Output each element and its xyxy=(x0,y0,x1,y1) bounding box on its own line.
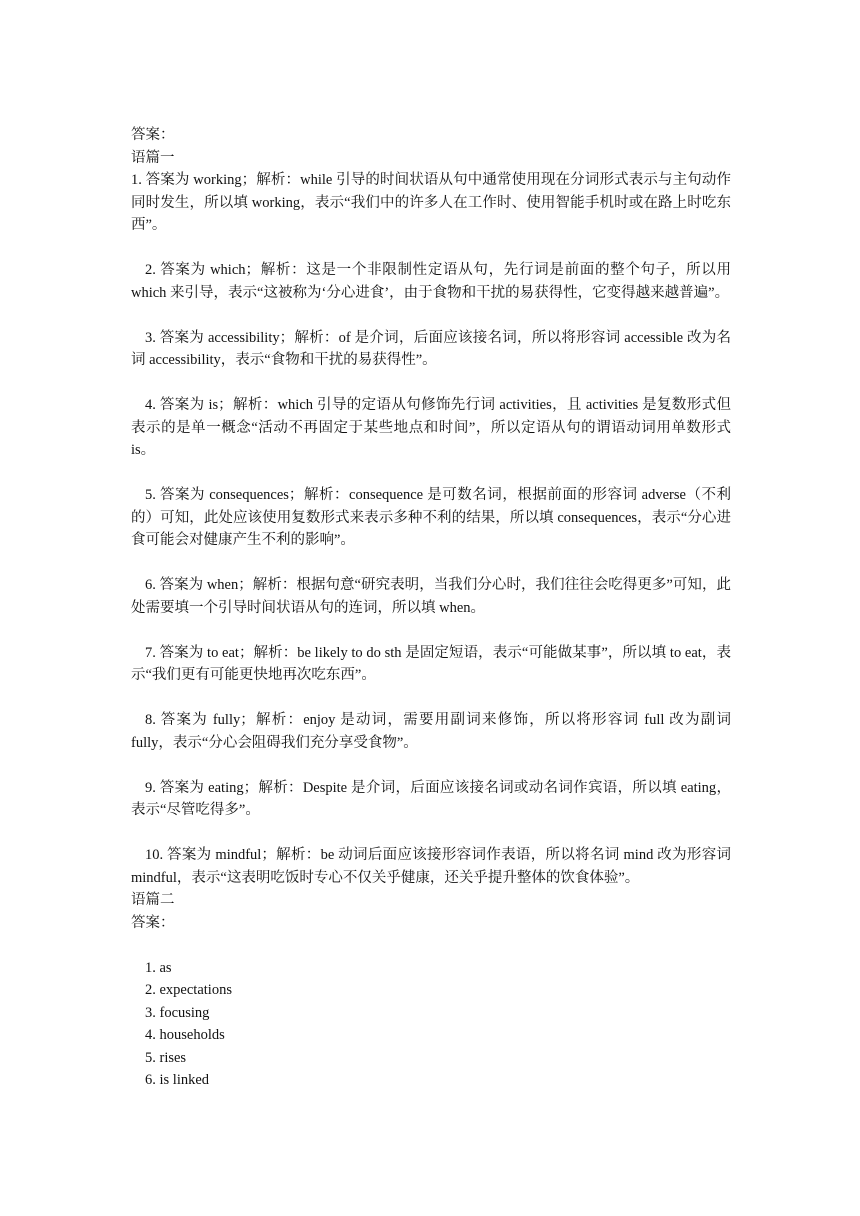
passage-two-answer-6: 6. is linked xyxy=(145,1072,210,1088)
passage-two-answer-1: 1. as xyxy=(145,959,172,976)
passage-two-answer-heading: 答案： xyxy=(131,914,175,931)
passage-two-answer-4: 4. households xyxy=(145,1027,225,1043)
passage-two-answer-list xyxy=(131,957,731,1092)
passage-one-item-6: 6. 答案为 when；解析：根据句意“研究表明，当我们分心时，我们往往会吃得更多”可知，此处需要填一个引导时间状语从句的连词，所以填 when。 xyxy=(131,577,731,616)
passage-one-item-5: 5. 答案为 consequences；解析：consequence 是可数名词，根据前面的形容词 adverse（不利的）可知，此处应该使用复数形式来表示多种不利的结果，所以填 consequences，表示“分心进食可能会对健康产生不利的影响”。 xyxy=(131,487,731,548)
passage-one-item-2: 2. 答案为 which；解析：这是一个非限制性定语从句，先行词是前面的整个句子，所以用 which 来引导，表示“这被称为‘分心进食’，由于食物和干扰的易获得性，它变得越来越普遍”。 xyxy=(131,262,731,301)
passage-one-title: 语篇一 xyxy=(131,149,175,166)
passage-one-item-10: 10. 答案为 mindful；解析：be 动词后面应该接形容词作表语，所以将名词 mind 改为形容词 mindful，表示“这表明吃饭时专心不仅关乎健康，还关乎提升整体的饮食体验”。 xyxy=(131,847,731,886)
passage-one-item-3: 3. 答案为 accessibility；解析：of 是介词，后面应该接名词，所以将形容词 accessible 改为名词 accessibility，表示“食物和干扰的易获得性”。 xyxy=(131,329,731,368)
passage-two-answer-2: 2. expectations xyxy=(145,982,232,998)
passage-two-answer-5: 5. rises xyxy=(145,1049,187,1066)
passage-two-title: 语篇二 xyxy=(131,892,175,908)
passage-one-item-4: 4. 答案为 is；解析：which 引导的定语从句修饰先行词 activities，且 activities 是复数形式但表示的是单一概念“活动不再固定于某些地点和时间”，所以定语从句的谓语动词用单数形式 is。 xyxy=(131,397,731,458)
passage-one-item-8: 8. 答案为 fully；解析：enjoy 是动词，需要用副词来修饰，所以将形容词 full 改为副词 fully，表示“分心会阻碍我们充分享受食物”。 xyxy=(131,712,731,751)
passage-two-answer-3: 3. focusing xyxy=(145,1004,210,1021)
passage-one-item-9: 9. 答案为 eating；解析：Despite 是介词，后面应该接名词或动名词作宾语，所以填 eating，表示“尽管吃得多”。 xyxy=(131,779,731,818)
passage-one-item-7: 7. 答案为 to eat；解析：be likely to do sth 是固定短语，表示“可能做某事”，所以填 to eat，表示“我们更有可能更快地再次吃东西”。 xyxy=(131,644,731,683)
passage-one-item-1: 1. 答案为 working；解析：while 引导的时间状语从句中通常使用现在分词形式表示与主句动作同时发生，所以填 working，表示“我们中的许多人在工作时、使用智能手机时或在路上时吃东西”。 xyxy=(131,172,731,233)
answer-heading: 答案： xyxy=(131,127,175,143)
answer-document xyxy=(131,124,731,1092)
